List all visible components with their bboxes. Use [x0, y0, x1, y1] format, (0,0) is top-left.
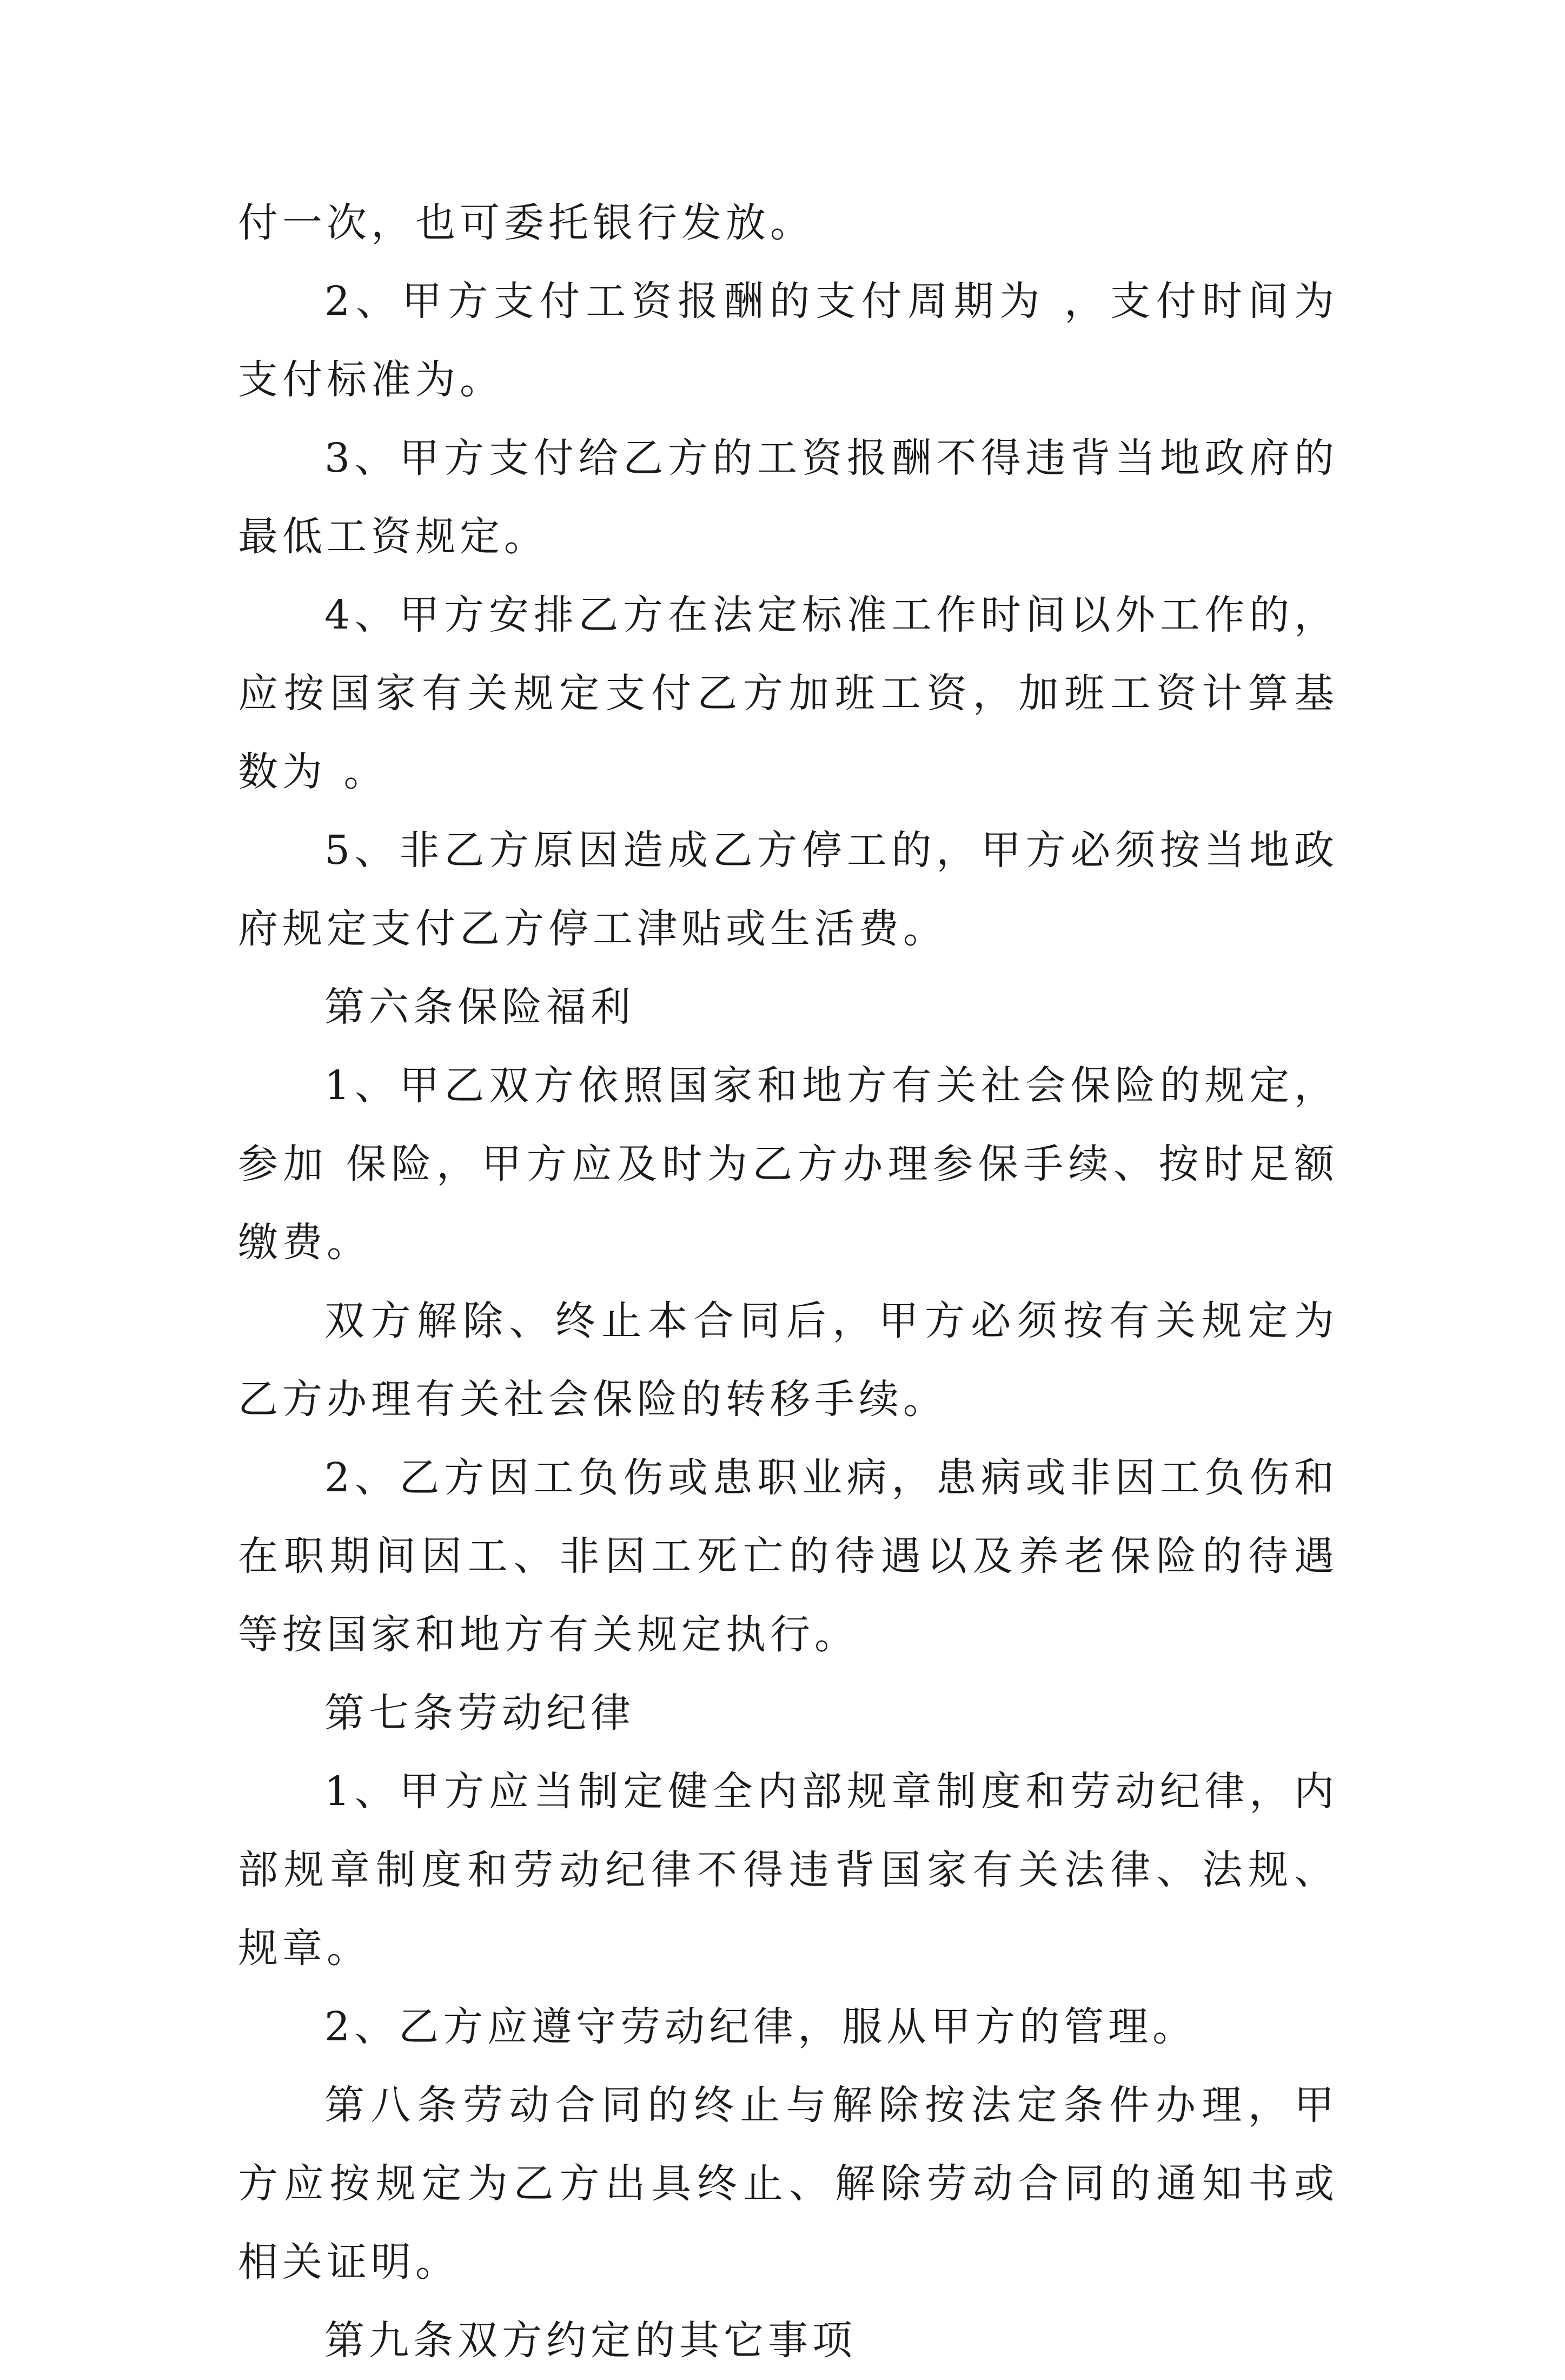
section-heading-article-6: 第六条保险福利	[324, 984, 635, 1030]
section-heading-article-9: 第九条双方约定的其它事项	[324, 2317, 857, 2364]
paragraph-clause-3-minimum-wage: 3、甲方支付给乙方的工资报酬不得违背当地政府的最低工资规定。	[238, 435, 1338, 560]
section-heading-article-7: 第七条劳动纪律	[324, 1690, 635, 1736]
paragraph-clause-5-work-stoppage: 5、非乙方原因造成乙方停工的，甲方必须按当地政府规定支付乙方停工津贴或生活费。	[238, 827, 1338, 952]
paragraph-article-6-clause-1: 1、甲乙双方依照国家和地方有关社会保险的规定，参加 保险，甲方应及时为乙方办理参保手续、按时足额缴费。	[238, 1062, 1338, 1266]
paragraph-article-6-clause-2: 2、乙方因工负伤或患职业病，患病或非因工负伤和在职期间因工、非因工死亡的待遇以及养老保险的待遇等按国家和地方有关规定执行。	[238, 1455, 1338, 1658]
paragraph-article-7-clause-2: 2、乙方应遵守劳动纪律，服从甲方的管理。	[324, 2004, 1197, 2050]
paragraph-continued-payment: 付一次，也可委托银行发放。	[238, 200, 814, 246]
paragraph-article-7-clause-1: 1、甲方应当制定健全内部规章制度和劳动纪律，内部规章制度和劳动纪律不得违背国家有关法律、法规、规章。	[238, 1768, 1338, 1972]
paragraph-article-6-transfer: 双方解除、终止本合同后，甲方必须按有关规定为乙方办理有关社会保险的转移手续。	[238, 1298, 1338, 1423]
document-body	[238, 184, 1338, 2380]
paragraph-clause-4-overtime: 4、甲方安排乙方在法定标准工作时间以外工作的，应按国家有关规定支付乙方加班工资，加班工资计算基数为 。	[238, 592, 1338, 795]
paragraph-clause-2-pay-cycle: 2、甲方支付工资报酬的支付周期为 ，支付时间为 支付标准为。	[238, 278, 1338, 403]
paragraph-article-8: 第八条劳动合同的终止与解除按法定条件办理，甲方应按规定为乙方出具终止、解除劳动合同的通知书或相关证明。	[238, 2082, 1338, 2285]
